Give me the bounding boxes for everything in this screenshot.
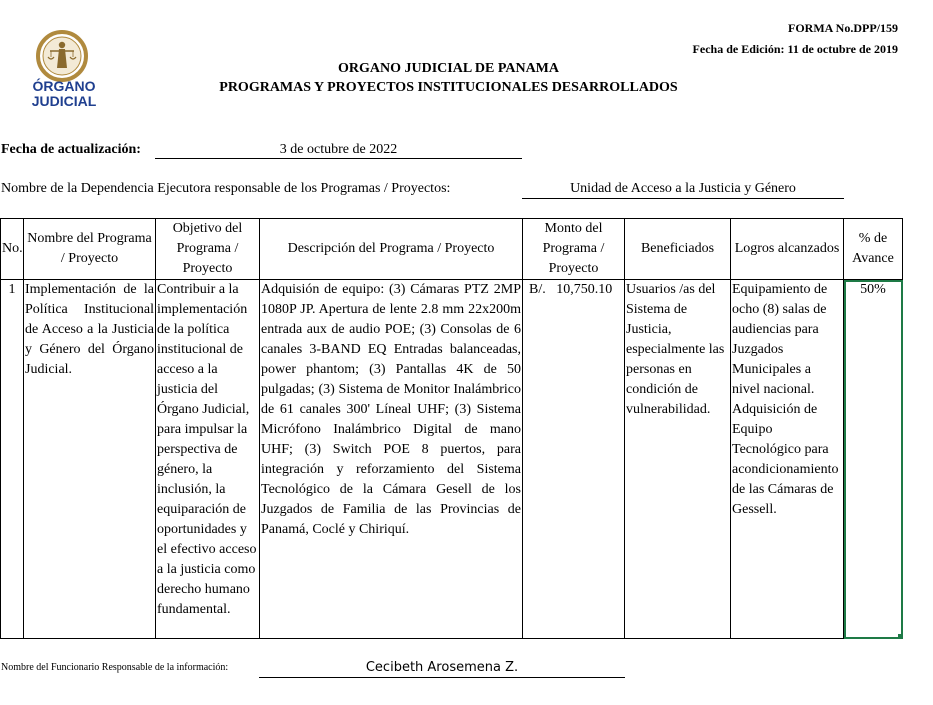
projects-table (0, 218, 903, 639)
edition-date: Fecha de Edición: 11 de octubre de 2019 (692, 42, 898, 56)
logo-text-organo: ÓRGANO (32, 78, 96, 94)
update-date-value[interactable]: 3 de octubre de 2022 (155, 142, 522, 159)
cell-monto[interactable]: B/. 10,750.10 (523, 280, 625, 639)
cell-logros[interactable]: Equipamiento de ocho (8) salas de audiencias para Juzgados Municipales a nivel nacional. Adquisición de Equipo Tecnológico para acondicionamiento de las Cámaras de Gessell. (731, 280, 844, 639)
header-no[interactable]: No. (1, 219, 24, 280)
table-row (1, 280, 903, 639)
dependency-label: Nombre de la Dependencia Ejecutora responsable de los Programas / Proyectos: (1, 181, 451, 196)
update-date-label: Fecha de actualización: (1, 142, 141, 157)
dependency-value[interactable]: Unidad de Acceso a la Justicia y Género (522, 181, 844, 199)
cell-objetivo[interactable]: Contribuir a la implementación de la política institucional de acceso a la justicia del Órgano Judicial, para impulsar la perspectiva de género, la inclusión, la equiparación de oportunidades y el efectivo acceso a la justicia como derecho humano fundamental. (156, 280, 260, 639)
header-beneficiados[interactable]: Beneficiados (625, 219, 731, 280)
form-number: FORMA No.DPP/159 (788, 21, 898, 35)
header-objetivo[interactable]: Objetivo del Programa / Proyecto (156, 219, 260, 280)
table-header-row (1, 219, 903, 280)
header-monto[interactable]: Monto del Programa / Proyecto (523, 219, 625, 280)
cell-nombre[interactable]: Implementación de la Política Institucional de Acceso a la Justicia y Género del Órgano Judicial. (24, 280, 156, 639)
header-descripcion[interactable]: Descripción del Programa / Proyecto (260, 219, 523, 280)
official-label: Nombre del Funcionario Responsable de la información: (1, 662, 229, 673)
header-nombre[interactable]: Nombre del Programa / Proyecto (24, 219, 156, 280)
logo-text-judicial: JUDICIAL (31, 93, 97, 109)
header-logros[interactable]: Logros alcanzados (731, 219, 844, 280)
official-value[interactable]: Cecibeth Arosemena Z. (259, 660, 625, 678)
page-title: ORGANO JUDICIAL DE PANAMA (337, 61, 560, 76)
cell-beneficiados[interactable]: Usuarios /as del Sistema de Justicia, especialmente las personas en condición de vulnerabilidad. (625, 280, 731, 639)
cell-descripcion[interactable]: Adquisión de equipo: (3) Cámaras PTZ 2MP 1080P JP. Apertura de lente 2.8 mm 22x200m entrada aux de audio POE; (3) Consolas de 6 canales 3-BAND EQ Entradas balanceadas, power phantom; (3) Pantallas 4K de 50 pulgadas; (3) Sistema de Monitor Inalámbrico de 61 canales 300' Líneal UHF; (3) Sistema Micrófono Inalámbrico Digital de mano UHF; (3) Switch POE 8 puertos, para integración y reforzamiento del Sistema Tecnológico de la Cámara Gesell de los Juzgados de Familia de las Provincias de Panamá, Coclé y Chiriquí. (260, 280, 523, 639)
page-subtitle: PROGRAMAS Y PROYECTOS INSTITUCIONALES DESARROLLADOS (219, 80, 678, 95)
header-avance[interactable]: % de Avance (844, 219, 903, 280)
cell-no[interactable]: 1 (1, 280, 24, 639)
cell-avance[interactable]: 50% (844, 280, 903, 639)
selection-fill-handle[interactable] (898, 634, 903, 639)
